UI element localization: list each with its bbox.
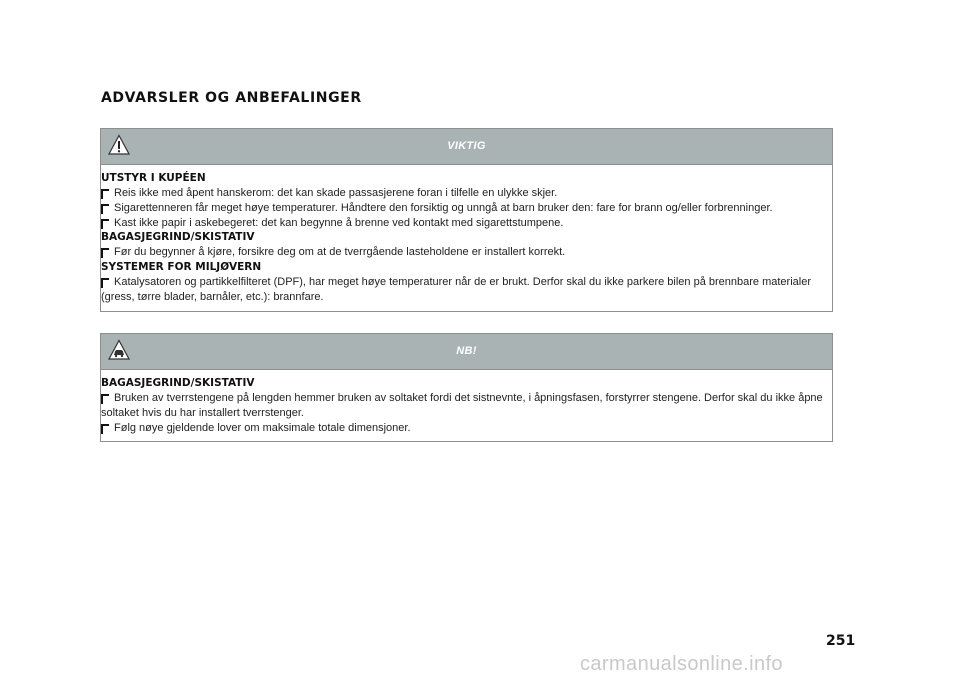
bullet-icon: [101, 219, 109, 229]
section-heading: UTSTYR I KUPÉEN: [101, 172, 206, 184]
list-item: Katalysatoren og partikkelfilteret (DPF), har meget høye temperaturer når de er brukt. Derfor skal du ikke parkere bilen på brennbare materialer (gress, tørre blader, barnåler, etc.): brannfare.: [101, 276, 811, 303]
list-item: Kast ikke papir i askebegeret: det kan begynne å brenne ved kontakt med sigarettstumpene.: [101, 216, 828, 231]
page-number: 251: [826, 633, 856, 649]
bullet-icon: [101, 189, 109, 199]
warning-box-body: [101, 165, 832, 311]
list-item: Følg nøye gjeldende lover om maksimale totale dimensjoner.: [101, 421, 828, 436]
list-item: Før du begynner å kjøre, forsikre deg om at de tverrgående lasteholdene er installert korrekt.: [101, 245, 828, 260]
note-box-body: [101, 370, 832, 441]
bullet-icon: [101, 204, 109, 214]
section-heading: SYSTEMER FOR MILJØVERN: [101, 261, 262, 274]
page-heading: ADVARSLER OG ANBEFALINGER: [101, 90, 362, 106]
bullet-icon: [101, 278, 109, 288]
warning-box: [100, 128, 833, 312]
watermark: carmanualsonline.info: [580, 653, 783, 675]
bullet-icon: [101, 394, 109, 404]
note-box: [100, 333, 833, 442]
section-heading: BAGASJEGRIND/SKISTATIV: [101, 231, 255, 244]
section-heading: BAGASJEGRIND/SKISTATIV: [101, 377, 255, 389]
list-item: Sigarettenneren får meget høye temperaturer. Håndtere den forsiktig og unngå at barn bruker den: fare for brann og/eller forbrenninger.: [101, 201, 828, 216]
warning-box-header: [101, 129, 832, 165]
bullet-icon: [101, 248, 109, 258]
list-item: Bruken av tverrstengene på lengden hemmer bruken av soltaket fordi det sistnevnte, i åpningsfasen, forstyrrer stengene. Derfor skal du ikke åpne soltaket hvis du har installert tverrstenger.: [101, 392, 823, 419]
note-box-title: NB!: [456, 345, 477, 357]
bullet-icon: [101, 424, 109, 434]
note-box-header: [101, 334, 832, 370]
list-item: Reis ikke med åpent hanskerom: det kan skade passasjerene foran i tilfelle en ulykke skjer.: [101, 186, 828, 201]
warning-box-title: VIKTIG: [447, 140, 486, 152]
